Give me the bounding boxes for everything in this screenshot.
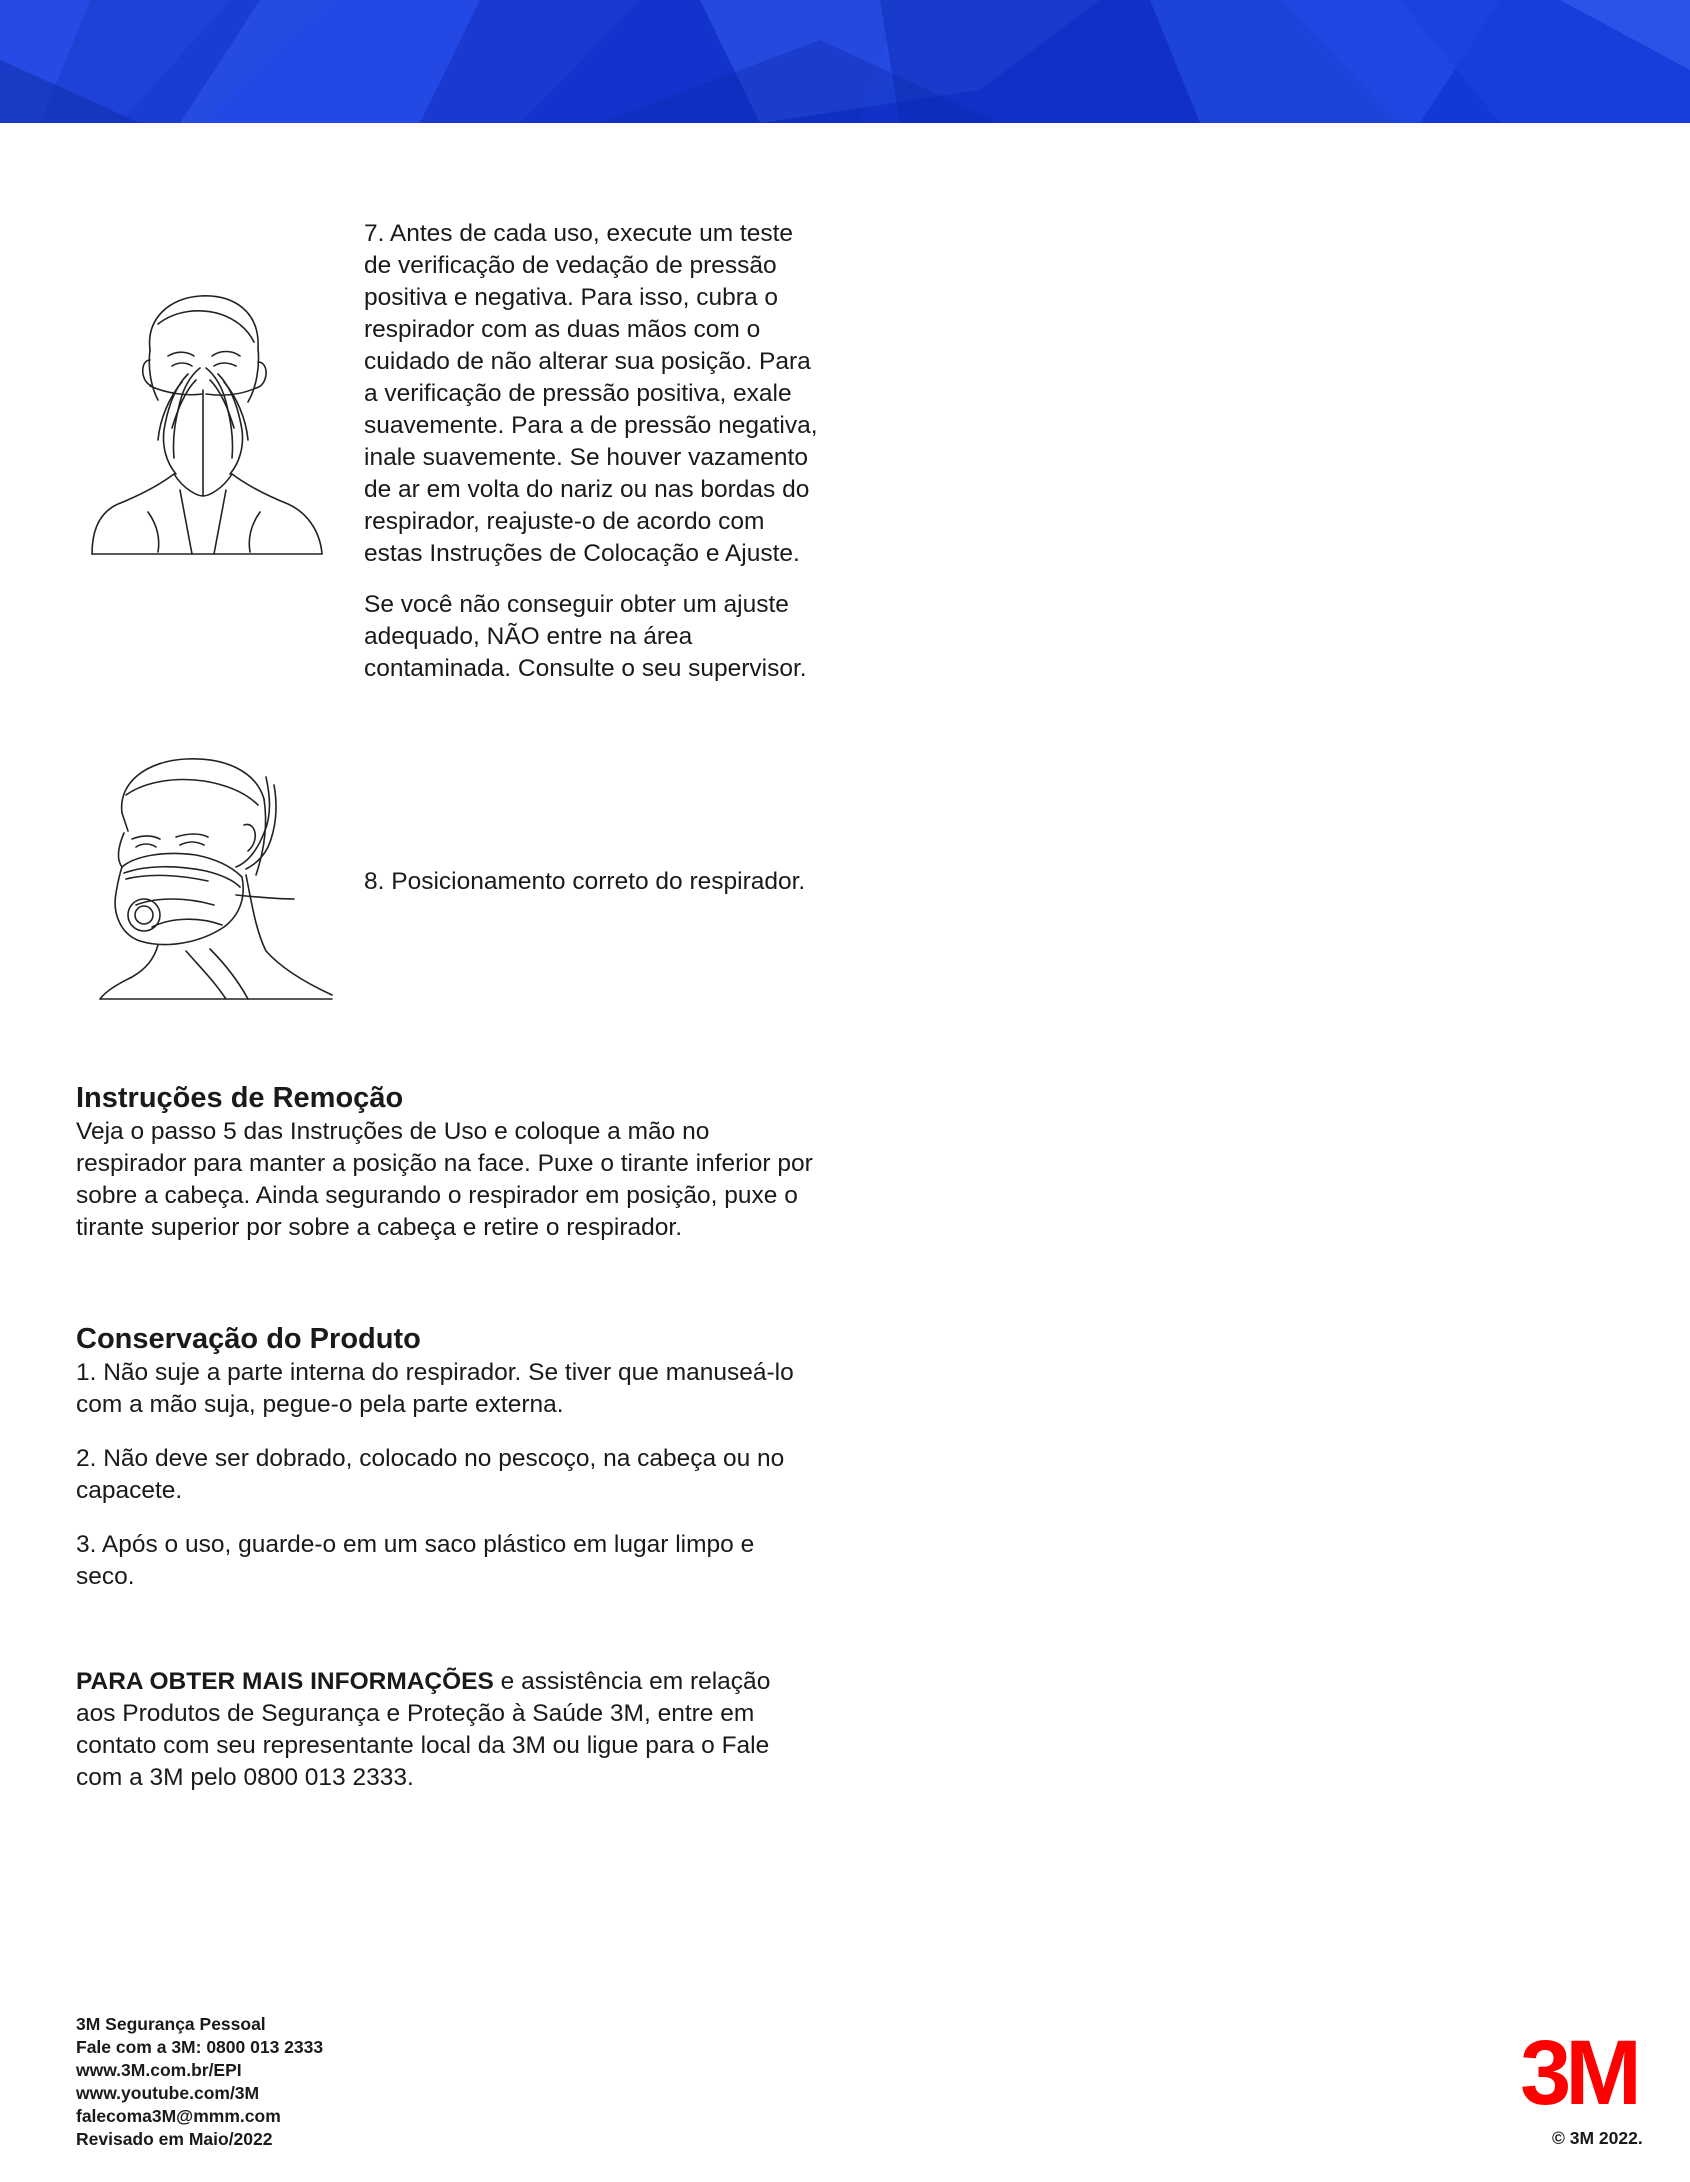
footer-youtube-link[interactable]: www.youtube.com/3M bbox=[76, 2083, 260, 2103]
conservation-heading: Conservação do Produto bbox=[76, 1323, 421, 1355]
conservation-item: 3. Após o uso, guarde-o em um saco plástico em lugar limpo e seco. bbox=[76, 1531, 755, 1590]
copyright: © 3M 2022. bbox=[1552, 2128, 1643, 2148]
header-banner bbox=[0, 0, 1690, 123]
conservation-item: 1. Não suje a parte interna do respirador. Se tiver que manuseá-lo com a mão suja, pegue-o pela parte externa. bbox=[76, 1359, 794, 1418]
footer-phone: Fale com a 3M: 0800 013 2333 bbox=[76, 2037, 324, 2057]
removal-body: Veja o passo 5 das Instruções de Uso e coloque a mão no respirador para manter a posição na face. Puxe o tirante inferior por sobre a cabeça. Ainda segurando o respirador em posição, puxe o tirante superior por sobre a cabeça e retire o respirador. bbox=[76, 1118, 813, 1241]
footer-company: 3M Segurança Pessoal bbox=[76, 2014, 266, 2034]
worker-wearing-respirator-illustration bbox=[96, 755, 336, 1000]
step-7-instruction bbox=[364, 218, 824, 570]
conservation-item: 2. Não deve ser dobrado, colocado no pescoço, na cabeça ou no capacete. bbox=[76, 1445, 785, 1504]
more-information-lead: PARA OBTER MAIS INFORMAÇÕES bbox=[76, 1668, 494, 1695]
hands-covering-respirator-illustration bbox=[88, 290, 328, 560]
step-8-text: 8. Posicionamento correto do respirador. bbox=[364, 868, 806, 895]
footer-email-link[interactable]: falecoma3M@mmm.com bbox=[76, 2106, 281, 2126]
more-information-text: e assistência em relação aos Produtos de Segurança e Proteção à Saúde 3M, entre em contato com seu representante local da 3M ou ligue para o Fale com a 3M pelo 0800 013 2333. bbox=[76, 1668, 771, 1791]
footer-revision-date: Revisado em Maio/2022 bbox=[76, 2129, 273, 2149]
step-7-text: 7. Antes de cada uso, execute um teste de verificação de vedação de pressão positiva e negativa. Para isso, cubra o respirador com as duas mãos com o cuidado de não alterar sua posição. Para a verificação de pressão positiva, exale suavemente. Para a de pressão negativa, inale suavemente. Se houver vazamento de ar em volta do nariz ou nas bordas do respirador, reajuste-o de acordo com estas Instruções de Colocação e Ajuste. bbox=[364, 220, 818, 567]
footer-website-link[interactable]: www.3M.com.br/EPI bbox=[76, 2060, 242, 2080]
3m-logo bbox=[1502, 2034, 1654, 2110]
removal-section bbox=[76, 1080, 816, 1244]
conservation-section bbox=[76, 1321, 816, 1615]
svg-text:3M: 3M bbox=[1520, 2034, 1636, 2110]
footer-contact bbox=[76, 2013, 323, 2151]
step-7-note bbox=[364, 589, 824, 685]
step-7-warning-text: Se você não conseguir obter um ajuste adequado, NÃO entre na área contaminada. Consulte o seu supervisor. bbox=[364, 591, 807, 682]
more-information-paragraph bbox=[76, 1666, 816, 1794]
banner-pattern bbox=[0, 0, 1690, 123]
removal-heading: Instruções de Remoção bbox=[76, 1082, 404, 1114]
step-8-instruction bbox=[364, 866, 844, 898]
